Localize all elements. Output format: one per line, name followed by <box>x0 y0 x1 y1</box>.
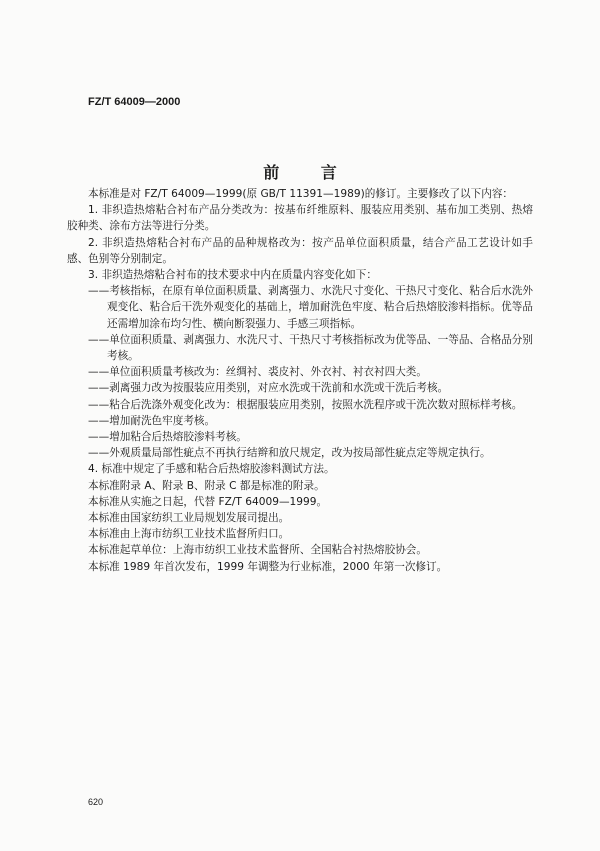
closing-line: 本标准附录 A、附录 B、附录 C 都是标准的附录。 <box>88 479 325 492</box>
dash-item: ——单位面积质量、剥离强力、水洗尺寸、干热尺寸考核指标改为优等品、一等品、合格品分别考核。 <box>88 333 533 363</box>
standard-code: FZ/T 64009—2000 <box>88 96 181 108</box>
closing-line: 本标准由上海市纺织工业技术监督所归口。 <box>88 528 290 541</box>
intro-paragraph: 本标准是对 FZ/T 64009—1999(原 GB/T 11391—1989)的修订。主要修改了以下内容： <box>88 188 514 200</box>
list-item: 1. 非织造热熔粘合衬布产品分类改为：按基布纤维原料、服装应用类别、基布加工类别、热熔胶种类、涂布方法等进行分类。 <box>67 204 533 233</box>
list-item: 4. 标准中规定了手感和粘合后热熔胶渗料测试方法。 <box>88 463 335 476</box>
dash-item: ——单位面积质量考核改为：丝绸衬、裘皮衬、外衣衬、衬衣衬四大类。 <box>88 366 427 379</box>
dash-item: ——增加粘合后热熔胶渗料考核。 <box>88 431 247 444</box>
list-item: 2. 非织造热熔粘合衬布产品的品种规格改为：按产品单位面积质量，结合产品工艺设计如手感、色别等分别制定。 <box>67 236 533 265</box>
dash-item: ——考核指标，在原有单位面积质量、剥离强力、水洗尺寸变化、干热尺寸变化、粘合后水洗外观变化、粘合后干洗外观变化的基础上，增加耐洗色牢度、粘合后热熔胶渗料指标。优等品还需增加涂布均匀性、横向断裂强力、手感三项指标。 <box>88 285 533 330</box>
dash-item: ——粘合后洗涤外观变化改为：根据服装应用类别，按照水洗程序或干洗次数对照标样考核。 <box>88 398 523 411</box>
closing-line: 本标准起草单位：上海市纺织工业技术监督所、全国粘合衬热熔胶协会。 <box>88 544 427 557</box>
dash-item: ——增加耐洗色牢度考核。 <box>88 414 216 427</box>
page-number: 620 <box>88 797 104 807</box>
closing-line: 本标准从实施之日起，代替 FZ/T 64009—1999。 <box>88 495 328 508</box>
closing-line: 本标准由国家纺织工业局规划发展司提出。 <box>88 512 290 525</box>
dash-item: ——外观质量局部性疵点不再执行结辫和放尺规定，改为按局部性疵点定等规定执行。 <box>88 447 491 460</box>
page-title: 前 言 <box>263 163 355 182</box>
list-item: 3. 非织造热熔粘合衬布的技术要求中内在质量内容变化如下： <box>88 269 377 282</box>
foreword-body <box>67 186 533 575</box>
dash-item: ——剥离强力改为按服装应用类别，对应水洗或干洗前和水洗或干洗后考核。 <box>88 382 449 395</box>
closing-line: 本标准 1989 年首次发布，1999 年调整为行业标准，2000 年第一次修订。 <box>88 560 448 573</box>
